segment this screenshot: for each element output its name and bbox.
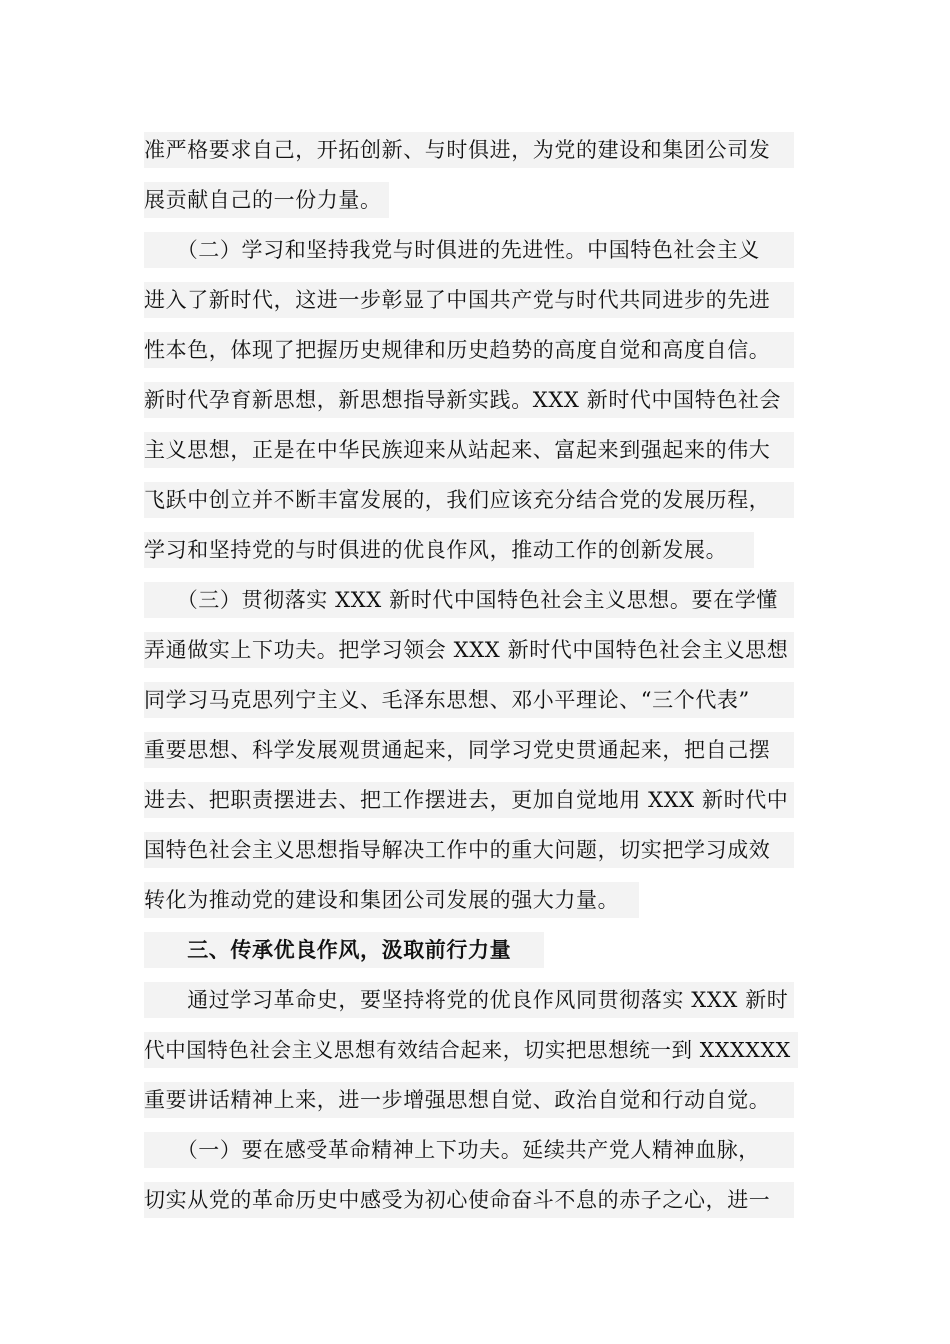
text-line-20: 重要讲话精神上来，进一步增强思想自觉、政治自觉和行动自觉。 <box>144 1082 794 1118</box>
text-line-22: 切实从党的革命历史中感受为初心使命奋斗不息的赤子之心，进一 <box>144 1182 794 1218</box>
text-line-16: 转化为推动党的建设和集团公司发展的强大力量。 <box>144 882 639 918</box>
text-line-9: 学习和坚持党的与时俱进的优良作风，推动工作的创新发展。 <box>144 532 754 568</box>
text-line-15: 国特色社会主义思想指导解决工作中的重大问题，切实把学习成效 <box>144 832 794 868</box>
section-heading: 三、传承优良作风，汲取前行力量 <box>144 932 544 968</box>
text-line-10: （三）贯彻落实 XXX 新时代中国特色社会主义思想。要在学懂 <box>144 582 794 618</box>
text-line-6: 新时代孕育新思想，新思想指导新实践。XXX 新时代中国特色社会 <box>144 382 794 418</box>
text-line-4: 进入了新时代，这进一步彰显了中国共产党与时代共同进步的先进 <box>144 282 794 318</box>
text-line-5: 性本色，体现了把握历史规律和历史趋势的高度自觉和高度自信。 <box>144 332 794 368</box>
text-line-18: 通过学习革命史，要坚持将党的优良作风同贯彻落实 XXX 新时 <box>144 982 794 1018</box>
text-line-7: 主义思想，正是在中华民族迎来从站起来、富起来到强起来的伟大 <box>144 432 794 468</box>
text-line-11: 弄通做实上下功夫。把学习领会 XXX 新时代中国特色社会主义思想 <box>144 632 794 668</box>
text-line-19: 代中国特色社会主义思想有效结合起来，切实把思想统一到 XXXXXX <box>144 1032 798 1068</box>
text-line-21: （一）要在感受革命精神上下功夫。延续共产党人精神血脉， <box>144 1132 794 1168</box>
text-line-12: 同学习马克思列宁主义、毛泽东思想、邓小平理论、“三个代表” <box>144 682 794 718</box>
text-line-2: 展贡献自己的一份力量。 <box>144 182 389 218</box>
text-line-3: （二）学习和坚持我党与时俱进的先进性。中国特色社会主义 <box>144 232 794 268</box>
text-line-1: 准严格要求自己，开拓创新、与时俱进，为党的建设和集团公司发 <box>144 132 794 168</box>
text-line-8: 飞跃中创立并不断丰富发展的，我们应该充分结合党的发展历程， <box>144 482 794 518</box>
text-line-13: 重要思想、科学发展观贯通起来，同学习党史贯通起来，把自己摆 <box>144 732 794 768</box>
text-line-14: 进去、把职责摆进去、把工作摆进去，更加自觉地用 XXX 新时代中 <box>144 782 794 818</box>
